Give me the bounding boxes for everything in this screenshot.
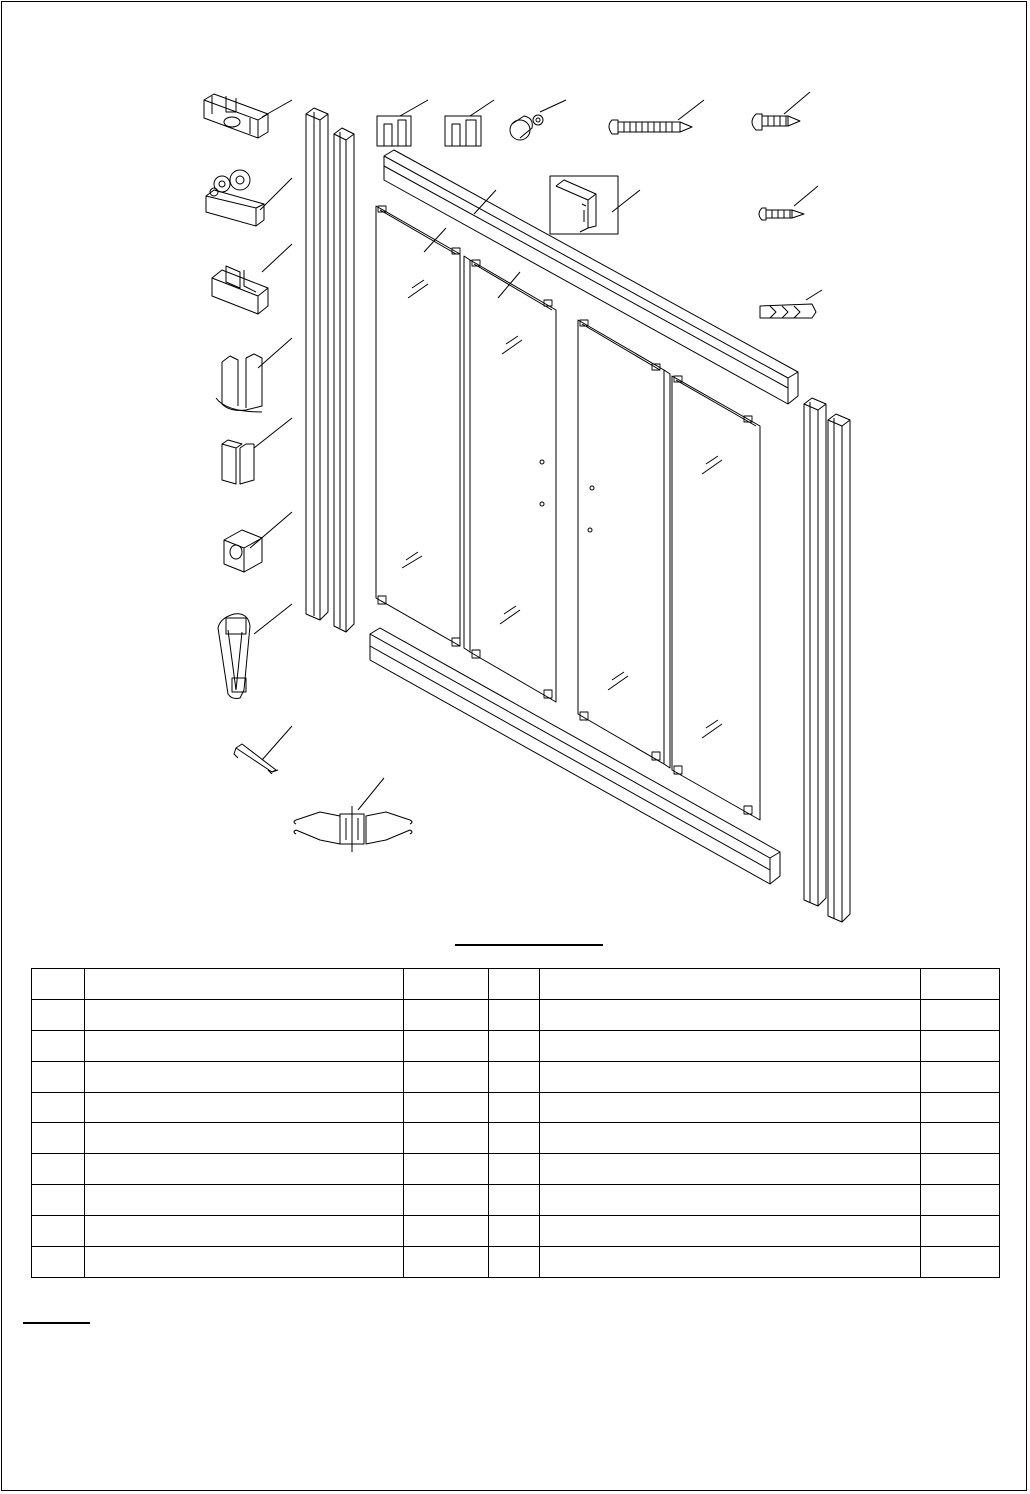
table-cell: [404, 1030, 489, 1061]
table-cell: [85, 1061, 404, 1092]
table-cell: [921, 1216, 1000, 1247]
table-header-row: [32, 969, 1000, 1000]
table-cell: [32, 1030, 85, 1061]
rail-detail: [550, 176, 640, 234]
table-row: [32, 1092, 1000, 1123]
roller-assembly: [206, 170, 292, 226]
table-cell: [32, 1247, 85, 1278]
small-screw: [759, 186, 818, 220]
bottom-rail: [370, 628, 780, 884]
profile-short-section: [222, 418, 292, 484]
table-cell: [921, 969, 1000, 1000]
table-row: [32, 1030, 1000, 1061]
short-screw: [752, 92, 810, 130]
table-cell: [921, 1185, 1000, 1216]
table-cell: [540, 1247, 921, 1278]
table-cell: [540, 1216, 921, 1247]
table-cell: [85, 1154, 404, 1185]
table-cell: [540, 999, 921, 1030]
table-cell: [404, 1092, 489, 1123]
table-cell: [921, 1247, 1000, 1278]
table-cell: [540, 1092, 921, 1123]
table-cell: [32, 999, 85, 1030]
table-cell: [921, 1092, 1000, 1123]
table-cell: [85, 969, 404, 1000]
table-cell: [404, 1123, 489, 1154]
lower-guide-bracket: [212, 244, 292, 314]
table-cell: [32, 1154, 85, 1185]
parts-table: [31, 968, 1000, 1278]
table-cell: [540, 1030, 921, 1061]
table-cell: [85, 1092, 404, 1123]
panel-rollers: [378, 206, 752, 814]
table-row: [32, 1123, 1000, 1154]
long-screw: [609, 100, 704, 134]
table-row: [32, 1154, 1000, 1185]
notes-heading-underline: [23, 1322, 90, 1324]
top-rail: [384, 150, 798, 404]
table-cell: [489, 1092, 540, 1123]
door-handle: [218, 604, 292, 699]
table-row: [32, 1185, 1000, 1216]
glass-panel: [376, 206, 460, 646]
table-cell: [85, 1185, 404, 1216]
table-cell: [489, 1154, 540, 1185]
table-cell: [85, 1216, 404, 1247]
round-bumper: [510, 100, 566, 140]
end-cap-right: [445, 100, 494, 146]
table-cell: [540, 1185, 921, 1216]
square-stopper: [224, 512, 292, 572]
top-roller-bracket: [204, 94, 292, 138]
table-cell: [404, 1154, 489, 1185]
wall-profile-section: [216, 338, 292, 412]
table-cell: [404, 969, 489, 1000]
table-cell: [540, 969, 921, 1000]
glass-panel: [578, 320, 670, 768]
table-cell: [85, 1030, 404, 1061]
table-cell: [32, 1216, 85, 1247]
table-cell: [404, 1061, 489, 1092]
table-cell: [85, 1247, 404, 1278]
wall-plug: [760, 290, 822, 318]
end-cap-left: [377, 100, 428, 146]
table-cell: [921, 1123, 1000, 1154]
table-row: [32, 1061, 1000, 1092]
magnetic-seal-profile: [294, 778, 412, 852]
table-row: [32, 999, 1000, 1030]
glass-panel: [464, 256, 556, 702]
table-cell: [540, 1154, 921, 1185]
table-cell: [32, 969, 85, 1000]
table-cell: [489, 1216, 540, 1247]
table-cell: [85, 999, 404, 1030]
table-cell: [489, 969, 540, 1000]
table-cell: [489, 1123, 540, 1154]
parts-list-title-underline: [455, 944, 603, 946]
wall-profile: [306, 108, 354, 632]
glass-panel: [672, 376, 760, 820]
table-cell: [921, 999, 1000, 1030]
hex-key: [234, 726, 292, 774]
table-cell: [32, 1123, 85, 1154]
table-cell: [489, 1030, 540, 1061]
wall-profile: [804, 398, 850, 922]
table-cell: [540, 1123, 921, 1154]
table-cell: [32, 1061, 85, 1092]
table-cell: [404, 1216, 489, 1247]
table-cell: [489, 999, 540, 1030]
table-cell: [489, 1061, 540, 1092]
table-cell: [921, 1030, 1000, 1061]
table-cell: [489, 1185, 540, 1216]
table-cell: [921, 1061, 1000, 1092]
table-cell: [32, 1185, 85, 1216]
table-cell: [404, 999, 489, 1030]
table-cell: [489, 1247, 540, 1278]
table-cell: [404, 1185, 489, 1216]
table-cell: [540, 1061, 921, 1092]
table-cell: [404, 1247, 489, 1278]
table-row: [32, 1216, 1000, 1247]
table-cell: [32, 1092, 85, 1123]
table-cell: [921, 1154, 1000, 1185]
table-cell: [85, 1123, 404, 1154]
table-row: [32, 1247, 1000, 1278]
